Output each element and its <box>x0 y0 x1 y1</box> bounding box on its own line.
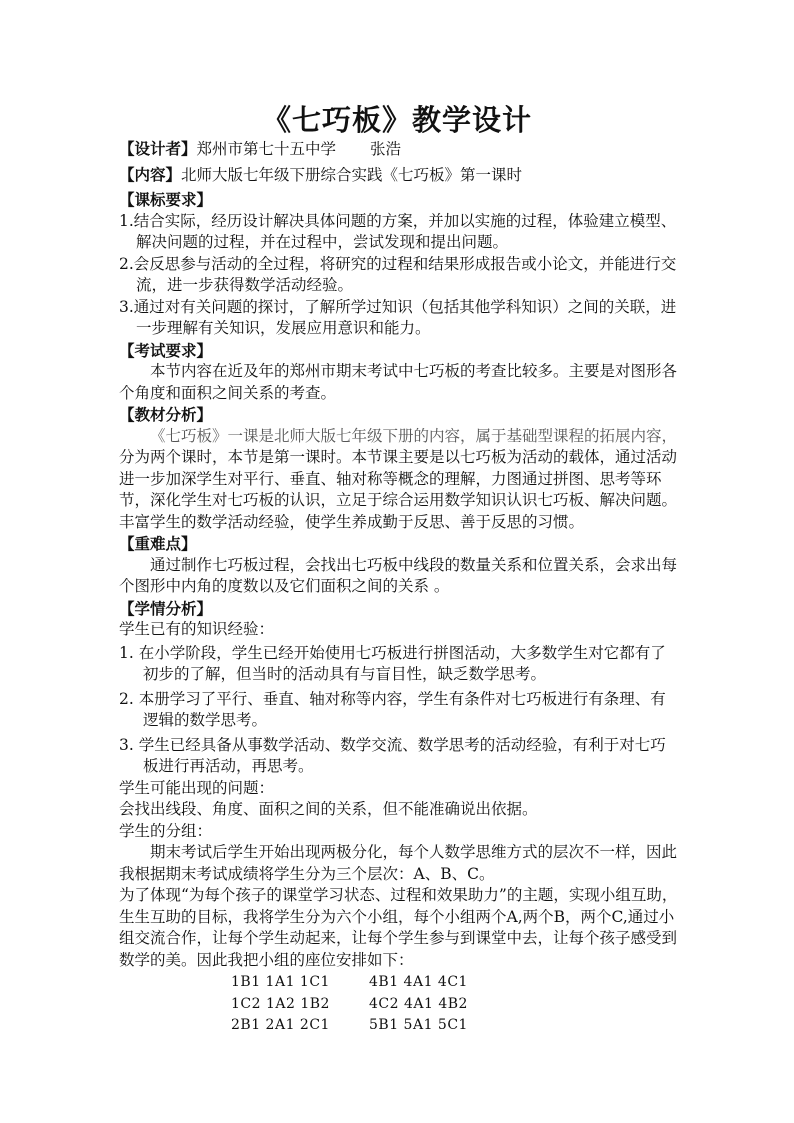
seating-group: 4C2 4A1 4B2 <box>369 995 468 1012</box>
designer-line <box>119 138 679 161</box>
kebiao-item: 2.会反思参与活动的全过程，将研究的过程和结果形成报告或小论文，并能进行交流，进一步获得数学活动经验。 <box>119 254 677 294</box>
problem-label: 学生可能出现的问题： <box>119 778 275 797</box>
seating-table <box>231 972 679 1037</box>
designer-name: 张浩 <box>370 140 402 158</box>
kebiao-item: 3.通过对有关问题的探讨，了解所学过知识（包括其他学科知识）之间的关联，进一步理解有关知识，发展应用意识和能力。 <box>119 297 677 337</box>
section-heading-zhongnan: 【重难点】 <box>119 534 197 553</box>
known-label: 学生已有的知识经验： <box>119 620 275 638</box>
kebiao-item: 1.结合实际，经历设计解决具体问题的方案，并加以实施的过程，体验建立模型、解决问题的过程，并在过程中，尝试发现和提出问题。 <box>119 211 677 251</box>
seating-group: 1C2 1A2 1B2 <box>231 995 330 1012</box>
seating-group: 4B1 4A1 4C1 <box>369 974 468 990</box>
seating-group: 2B1 2A1 2C1 <box>231 1017 330 1033</box>
known-item: 1. 在小学阶段，学生已经开始使用七巧板进行拼图活动，大多数学生对它都有了初步的了解，但当时的活动具有与盲目性，缺乏数学思考。 <box>119 643 666 683</box>
section-heading-kebiao: 【课标要求】 <box>119 190 213 209</box>
group-label: 学生的分组： <box>119 821 213 840</box>
jiaocai-text-gray: 《七巧板》一课是北师大版七年级下册的内容，属于基础型课程的拓展内容， <box>150 426 678 445</box>
designer-school: 郑州市第七十五中学 <box>196 140 337 158</box>
known-item: 3. 学生已经具备从事数学活动、数学交流、数学思考的活动经验，有利于对七巧板进行再活动，再思考。 <box>119 735 666 775</box>
doc-body <box>119 138 679 1037</box>
designer-label: 【设计者】 <box>119 139 197 158</box>
problem-text: 会找出线段、角度、面积之间的关系，但不能准确说出依据。 <box>119 800 538 818</box>
jiaocai-text-main: 分为两个课时，本节是第一课时。本节课主要是以七巧板为活动的载体，通过活动进一步加深学生对平行、垂直、轴对称等概念的理解，力图通过拼图、思考等环节，深化学生对七巧板的认识，立足于综合运用数学知识认识七巧板、解决问题。丰富学生的数学活动经验，使学生养成勤于反思、善于反思的习惯。 <box>119 448 678 531</box>
content-label: 【内容】 <box>119 164 182 184</box>
seating-row <box>231 994 679 1016</box>
seating-row <box>231 972 679 994</box>
known-item: 2. 本册学习了平行、垂直、轴对称等内容，学生有条件对七巧板进行有条理、有逻辑的数学思考。 <box>119 689 666 729</box>
kaoshi-text: 本节内容在近及年的郑州市期末考试中七巧板的考查比较多。主要是对图形各个角度和面积之间关系的考查。 <box>119 362 678 402</box>
content-line <box>119 164 679 187</box>
seating-group: 1B1 1A1 1C1 <box>231 974 330 990</box>
group-text-2: 为了体现“为每个孩子的课堂学习状态、过程和效果助力”的主题，实现小组互助，生生互助的目标，我将学生分为六个小组，每个小组两个A,两个B，两个C,通过小组交流合作，让每个学生动起来，让每个学生参与到课堂中去，让每个孩子感受到数学的美。因此我把小组的座位安排如下： <box>119 886 678 969</box>
content-value: 北师大版七年级下册综合实践《七巧板》第一课时 <box>181 165 523 184</box>
zhongnan-text: 通过制作七巧板过程，会找出七巧板中线段的数量关系和位置关系，会求出每个图形中内角的度数以及它们面积之间的关系 。 <box>119 555 678 595</box>
section-heading-xueqing: 【学情分析】 <box>119 598 213 618</box>
section-heading-kaoshi: 【考试要求】 <box>119 340 213 360</box>
seating-group: 5B1 5A1 5C1 <box>369 1017 468 1033</box>
section-heading-jiaocai: 【教材分析】 <box>119 405 213 424</box>
group-text-1: 期末考试后学生开始出现两极分化，每个人数学思维方式的层次不一样，因此我根据期末考试成绩将学生分为三个层次：A、B、C。 <box>119 843 678 883</box>
doc-title: 《七巧板》教学设计 <box>261 103 532 137</box>
jiaocai-text <box>119 426 679 534</box>
seating-row <box>231 1015 679 1037</box>
